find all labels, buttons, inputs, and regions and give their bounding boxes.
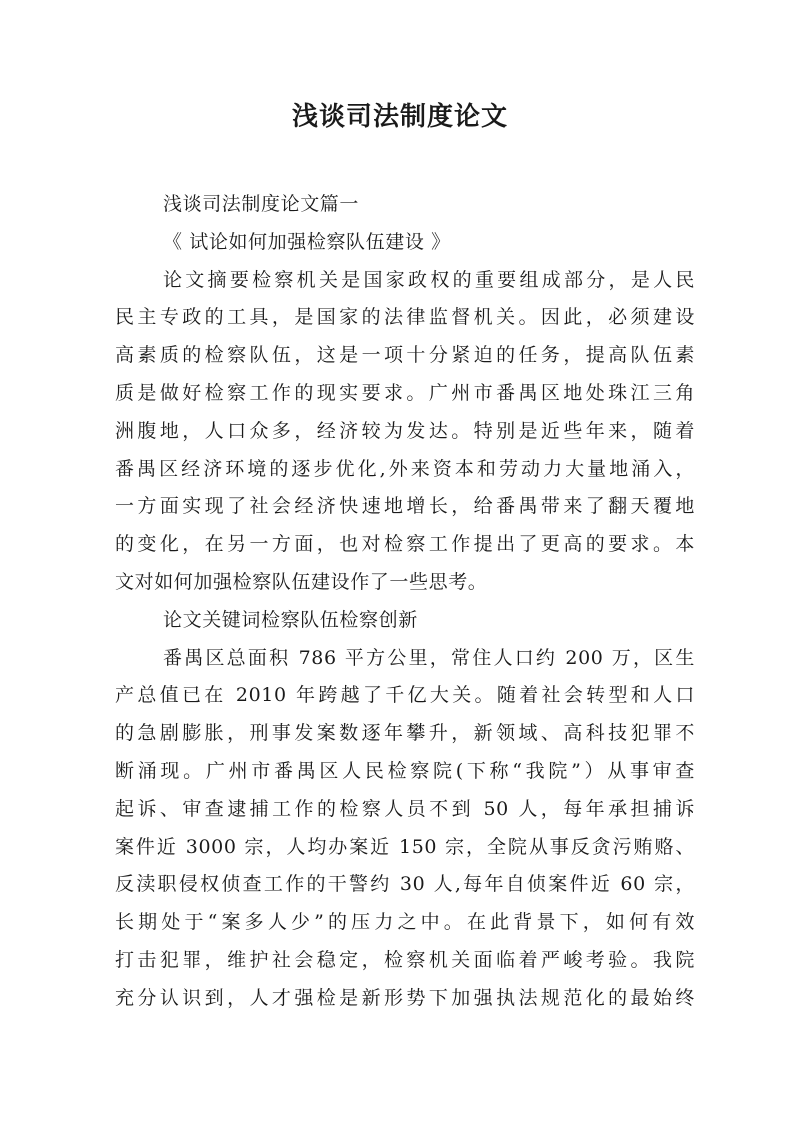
body-line: 案件近 3000 宗，人均办案近 150 宗，全院从事反贪污贿赂、 — [115, 835, 695, 858]
body-line: 起诉、审查逮捕工作的检察人员不到 50 人，每年承担捕诉 — [115, 797, 695, 820]
body-line: 文对如何加强检察队伍建设作了一些思考。 — [115, 570, 488, 593]
body-line: 的急剧膨胀，刑事发案数逐年攀升，新领域、高科技犯罪不 — [115, 722, 695, 745]
body-line: 断涌现。广州市番禺区人民检察院(下称“我院”）从事审查 — [115, 759, 695, 782]
document-title: 浅谈司法制度论文 — [291, 102, 508, 132]
body-line: 长期处于“案多人少”的压力之中。在此背景下，如何有效 — [115, 911, 695, 934]
body-line: 质是做好检察工作的现实要求。广州市番禺区地处珠江三角 — [115, 381, 695, 404]
document-body — [115, 186, 695, 1018]
keywords-line: 论文关键词检察队伍检察创新 — [163, 608, 418, 631]
section-heading: 浅谈司法制度论文篇一 — [163, 193, 360, 215]
body-line: 民主专政的工具，是国家的法律监督机关。因此，必须建设 — [115, 306, 695, 329]
body-line: 充分认识到，人才强检是新形势下加强执法规范化的最始终 — [115, 986, 695, 1009]
article-title: 《 试论如何加强检察队伍建设 》 — [163, 230, 451, 253]
body-line: 番禺区总面积 786 平方公里，常住人口约 200 万，区生 — [163, 646, 695, 669]
body-line: 一方面实现了社会经济快速地增长，给番禺带来了翻天覆地 — [115, 495, 695, 518]
body-line: 反渎职侵权侦查工作的干警约 30 人,每年自侦案件近 60 宗， — [115, 873, 695, 896]
body-line: 的变化，在另一方面，也对检察工作提出了更高的要求。本 — [115, 533, 695, 556]
body-line: 打击犯罪，维护社会稳定，检察机关面临着严峻考验。我院 — [115, 948, 695, 971]
body-line: 论文摘要检察机关是国家政权的重要组成部分，是人民 — [163, 268, 695, 291]
body-line: 番禺区经济环境的逐步优化,外来资本和劳动力大量地涌入， — [115, 457, 695, 480]
body-line: 产总值已在 2010 年跨越了千亿大关。随着社会转型和人口 — [115, 684, 695, 707]
body-line: 洲腹地，人口众多，经济较为发达。特别是近些年来，随着 — [115, 419, 695, 442]
body-line: 高素质的检察队伍，这是一项十分紧迫的任务，提高队伍素 — [115, 344, 695, 367]
